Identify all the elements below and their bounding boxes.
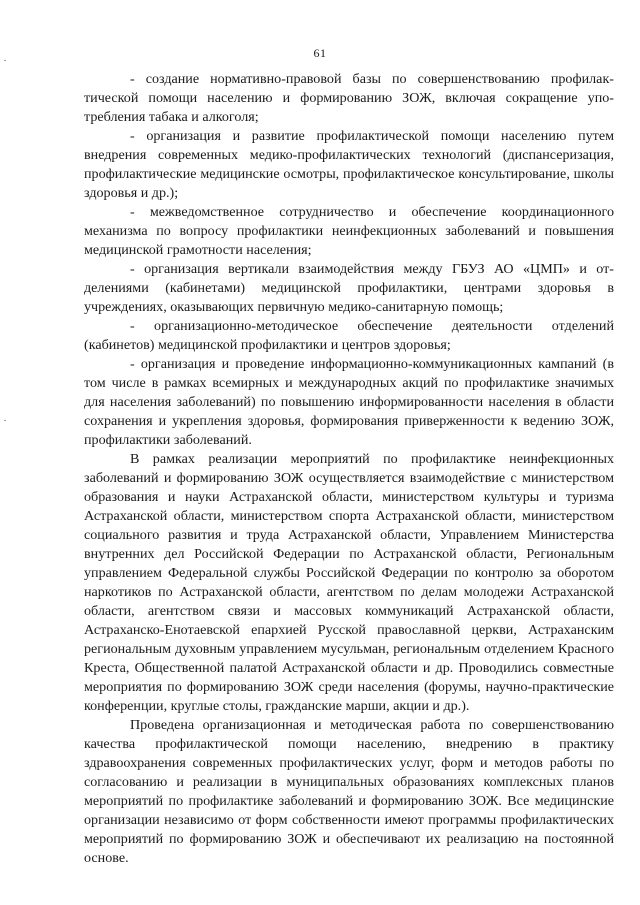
paragraph-list-item: - организационно-методическое обеспечение деятельности отделений (кабинетов) медицинской профилактики и центров здоровья;: [84, 318, 614, 353]
paragraph-list-item: - организация вертикали взаимодействия между ГБУЗ АО «ЦМП» и отделениями (кабинетами) медицинской профилактики, центрами здоровья в учреждениях, оказывающих первичную медико-санитарную помощь;: [84, 261, 614, 315]
paragraph-list-item: - организация и развитие профилактической помощи населению путем внедрения современных медико-профилактических технологий (диспансеризация, профилактические медицинские осмотры, профилактическое консультирование, школы здоровья и др.);: [84, 128, 614, 201]
paragraph-list-item: - организация и проведение информационно-коммуникационных кампаний (в том числе в рамках всемирных и международных акций по профилактике значимых для населения заболеваний) по повышению информированности населения в области сохранения и укрепления здоровья, формирования приверженности к ведению ЗОЖ, профилактики заболеваний.: [84, 356, 614, 448]
paragraph: Проведена организационная и методическая работа по совершенствованию качества профилактической помощи населению, внедрению в практику здравоохранения современных профилактических услуг, форм и методов работы по согласованию и реализации в муниципальных образованиях комплексных планов мероприятий по профилактике заболеваний и формированию ЗОЖ. Все медицинские организации независимо от форм собственности имеют программы профилактических мероприятий по формированию ЗОЖ и обеспечивают их реализацию на постоянной основе.: [84, 717, 614, 866]
scan-margin-mark: [4, 420, 6, 421]
paragraph-list-item: - создание нормативно-правовой базы по совершенствованию профилактической помощи населению и формированию ЗОЖ, включая сокращение употребления табака и алкоголя;: [84, 71, 614, 125]
page-number: 61: [313, 46, 327, 60]
body-text: [84, 70, 614, 868]
paragraph: В рамках реализации мероприятий по профилактике неинфекционных заболеваний и формированию ЗОЖ осуществляется взаимодействие с министерством образования и науки Астраханской области, министерством культуры и туризма Астраханской области, министерством спорта Астраханской области, министерством социального развития и труда Астраханской области, Управлением Министерства внутренних дел Российской Федерации по Астраханской области, Региональным управлением Федеральной службы Российской Федерации по контролю за оборотом наркотиков по Астраханской области, агентством по делам молодежи Астраханской области, агентством связи и массовых коммуникаций Астраханской области, Астраханско-Енотаевской епархией Русской православной церкви, Астраханским региональным духовным управлением мусульман, региональным отделением Красного Креста, Общественной палатой Астраханской области и др. Проводились совместные мероприятия по формированию ЗОЖ среди населения (форумы, научно-практические конференции, круглые столы, гражданские марши, акции и др.).: [84, 451, 614, 714]
paragraph-list-item: - межведомственное сотрудничество и обеспечение координационного механизма по вопросу профилактики неинфекционных заболеваний и повышения медицинской грамотности населения;: [84, 204, 614, 258]
